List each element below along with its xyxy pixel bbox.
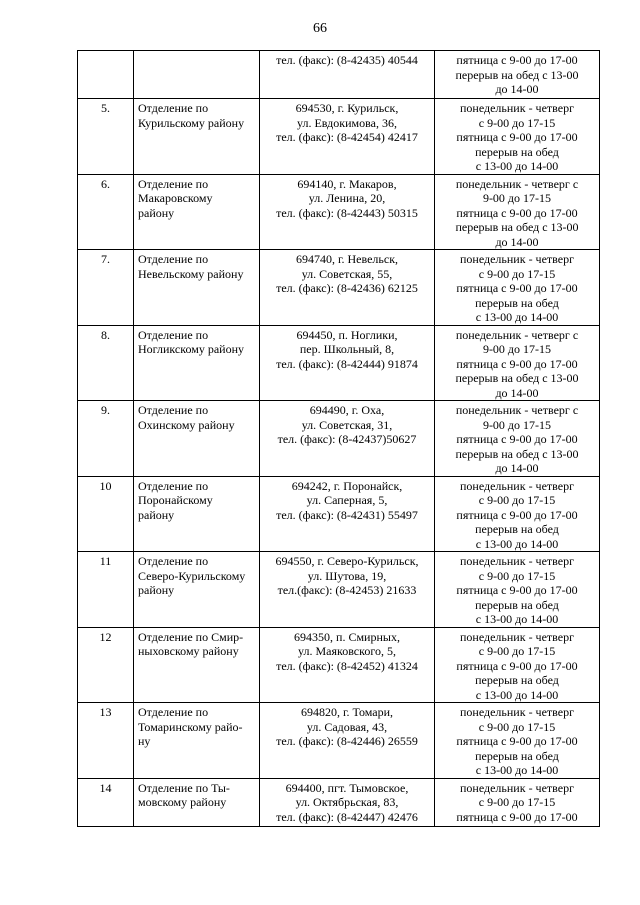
- office-hours-line: пятница с 9-00 до 17-00: [456, 734, 578, 748]
- office-hours-line: с 13-00 до 14-00: [475, 310, 559, 324]
- row-number-cell: 14: [78, 778, 134, 826]
- office-hours-line: пятница с 9-00 до 17-00: [456, 205, 578, 220]
- office-address-line: ул. Саперная, 5,: [306, 493, 388, 507]
- office-address-line: тел. (факс): (8-42447) 42476: [276, 809, 418, 824]
- row-number-cell: 13: [78, 703, 134, 779]
- office-hours-line: понедельник - четверг: [459, 780, 575, 795]
- office-name-cell: [134, 174, 260, 250]
- office-hours-line: перерыв на обед с 13-00: [455, 220, 579, 234]
- office-hours-line: перерыв на обед с 13-00: [455, 67, 579, 82]
- table-row: [78, 627, 600, 703]
- office-name-line: Отделение по Ты-: [138, 780, 230, 795]
- office-hours-line: пятница с 9-00 до 17-00: [456, 507, 578, 522]
- office-name-line: Отделение по Смир-: [138, 629, 244, 644]
- office-address-cell: [260, 51, 435, 99]
- office-hours-cell: [435, 325, 600, 401]
- office-name-line: району: [138, 583, 175, 597]
- office-name-line: Отделение по: [138, 176, 209, 191]
- office-address-cell: [260, 401, 435, 477]
- office-hours-line: перерыв на обед с 13-00: [455, 446, 579, 461]
- office-hours-cell: [435, 51, 600, 99]
- office-hours-cell: [435, 476, 600, 552]
- page-number: 66: [313, 21, 327, 36]
- table-row: [78, 325, 600, 401]
- office-address-line: пер. Школьный, 8,: [299, 342, 395, 356]
- office-name-cell: [134, 99, 260, 175]
- office-hours-line: пятница с 9-00 до 17-00: [456, 356, 578, 371]
- office-hours-line: с 9-00 до 17-15: [478, 115, 556, 130]
- office-hours-cell: [435, 703, 600, 779]
- table-row: [78, 250, 600, 326]
- office-address-cell: [260, 250, 435, 326]
- office-hours-line: понедельник - четверг: [459, 554, 575, 568]
- office-hours-line: понедельник - четверг: [459, 629, 575, 644]
- office-name-line: Охинскому району: [138, 417, 235, 432]
- office-hours-line: с 13-00 до 14-00: [475, 763, 559, 777]
- table-row: [78, 778, 600, 826]
- table-row: [78, 703, 600, 779]
- office-address-line: 694140, г. Макаров,: [297, 176, 397, 191]
- office-name-cell: [134, 476, 260, 552]
- office-hours-line: пятница с 9-00 до 17-00: [456, 432, 578, 446]
- office-name-line: Отделение по: [138, 554, 209, 568]
- office-address-line: ул. Садовая, 43,: [306, 719, 388, 734]
- row-number-cell: 5.: [78, 99, 134, 175]
- office-address-line: ул. Октябрьская, 83,: [295, 795, 399, 809]
- row-number-cell: 6.: [78, 174, 134, 250]
- office-hours-line: с 9-00 до 17-15: [478, 568, 556, 583]
- office-address-line: ул. Евдокимова, 36,: [297, 115, 397, 130]
- office-name-line: Отделение по: [138, 705, 209, 719]
- office-hours-line: 9-00 до 17-15: [482, 342, 552, 356]
- office-hours-line: с 9-00 до 17-15: [478, 493, 556, 507]
- office-address-line: ул. Маяковского, 5,: [298, 644, 396, 658]
- office-address-line: тел. (факс): (8-42431) 55497: [276, 507, 418, 522]
- office-name-line: Отделение по: [138, 327, 209, 342]
- office-name-line: Отделение по: [138, 478, 209, 493]
- office-name-line: Невельскому району: [138, 266, 244, 281]
- office-name-cell: [134, 401, 260, 477]
- office-address-line: 694490, г. Оха,: [309, 403, 385, 417]
- table-row: [78, 99, 600, 175]
- office-hours-line: с 9-00 до 17-15: [478, 266, 556, 281]
- row-number-cell: 10: [78, 476, 134, 552]
- office-address-cell: [260, 174, 435, 250]
- office-hours-line: с 13-00 до 14-00: [475, 159, 559, 173]
- office-hours-line: понедельник - четверг: [459, 478, 575, 493]
- table-row: [78, 476, 600, 552]
- office-hours-line: до 14-00: [495, 82, 539, 96]
- table-row: [78, 401, 600, 477]
- office-hours-cell: [435, 778, 600, 826]
- office-hours-line: 9-00 до 17-15: [482, 191, 552, 205]
- offices-schedule-table: [77, 50, 600, 827]
- office-hours-line: понедельник - четверг с: [455, 403, 579, 417]
- office-name-line: Отделение по: [138, 403, 209, 417]
- office-name-cell: [134, 627, 260, 703]
- office-hours-line: понедельник - четверг с: [455, 176, 579, 191]
- row-number-cell: 9.: [78, 401, 134, 477]
- office-hours-line: перерыв на обед с 13-00: [455, 371, 579, 385]
- office-address-line: ул. Ленина, 20,: [308, 191, 386, 205]
- office-hours-line: с 9-00 до 17-15: [478, 795, 556, 809]
- office-hours-line: перерыв на обед: [475, 748, 559, 763]
- office-address-line: тел. (факс): (8-42436) 62125: [276, 281, 418, 295]
- office-address-cell: [260, 476, 435, 552]
- office-address-line: ул. Советская, 55,: [301, 266, 393, 281]
- office-hours-cell: [435, 401, 600, 477]
- office-hours-line: перерыв на обед: [475, 144, 559, 159]
- office-name-cell: [134, 250, 260, 326]
- office-address-cell: [260, 552, 435, 628]
- office-hours-line: пятница с 9-00 до 17-00: [456, 53, 578, 67]
- office-name-line: району: [138, 205, 175, 220]
- office-hours-line: пятница с 9-00 до 17-00: [456, 583, 578, 597]
- office-address-line: 694450, п. Ноглики,: [296, 327, 398, 342]
- office-address-line: 694350, п. Смирных,: [294, 629, 400, 644]
- office-address-cell: [260, 778, 435, 826]
- table-row: [78, 174, 600, 250]
- office-hours-line: перерыв на обед: [475, 673, 559, 687]
- row-number-cell: 12: [78, 627, 134, 703]
- office-address-line: 694400, пгт. Тымовское,: [285, 780, 409, 795]
- table-body: [78, 51, 600, 827]
- office-address-line: 694550, г. Северо-Курильск,: [275, 554, 419, 568]
- office-name-line: ныховскому району: [138, 644, 239, 658]
- office-address-line: тел. (факс): (8-42444) 91874: [276, 356, 418, 371]
- office-address-line: 694242, г. Поронайск,: [291, 478, 403, 493]
- office-hours-cell: [435, 174, 600, 250]
- table-row: [78, 51, 600, 99]
- office-hours-line: до 14-00: [495, 385, 539, 400]
- row-number-cell: 11: [78, 552, 134, 628]
- office-name-cell: [134, 552, 260, 628]
- office-address-line: ул. Шутова, 19,: [307, 568, 387, 583]
- office-address-line: тел. (факс): (8-42446) 26559: [276, 734, 418, 748]
- office-address-line: тел. (факс): (8-42452) 41324: [276, 658, 418, 673]
- office-name-line: Отделение по: [138, 101, 209, 115]
- row-number-cell: 7.: [78, 250, 134, 326]
- office-address-cell: [260, 99, 435, 175]
- office-hours-line: пятница с 9-00 до 17-00: [456, 658, 578, 673]
- office-hours-line: с 13-00 до 14-00: [475, 612, 559, 626]
- office-hours-line: понедельник - четверг с: [455, 327, 579, 342]
- office-hours-line: до 14-00: [495, 461, 539, 475]
- office-hours-line: понедельник - четверг: [459, 705, 575, 719]
- office-name-line: Курильскому району: [138, 115, 245, 130]
- office-address-line: 694820, г. Томари,: [300, 705, 394, 719]
- office-hours-line: с 9-00 до 17-15: [478, 719, 556, 734]
- office-address-line: ул. Советская, 31,: [301, 417, 393, 432]
- office-name-line: Отделение по: [138, 252, 209, 266]
- office-hours-line: перерыв на обед: [475, 295, 559, 310]
- row-number-cell: 8.: [78, 325, 134, 401]
- office-name-cell: [134, 51, 260, 99]
- office-address-line: тел. (факс): (8-42443) 50315: [276, 205, 418, 220]
- office-hours-line: с 9-00 до 17-15: [478, 644, 556, 658]
- office-hours-cell: [435, 552, 600, 628]
- office-address-cell: [260, 703, 435, 779]
- office-address-line: тел. (факс): (8-42437)50627: [277, 432, 417, 446]
- office-address-line: тел. (факс): (8-42454) 42417: [276, 130, 418, 144]
- office-name-line: Северо-Курильскому: [138, 568, 246, 583]
- row-number-cell: [78, 51, 134, 99]
- office-hours-line: 9-00 до 17-15: [482, 417, 552, 432]
- office-hours-line: пятница с 9-00 до 17-00: [456, 281, 578, 295]
- office-name-line: Ногликскому району: [138, 342, 245, 356]
- office-hours-line: перерыв на обед: [475, 522, 559, 536]
- office-hours-cell: [435, 250, 600, 326]
- office-address-line: тел. (факс): (8-42435) 40544: [276, 53, 418, 67]
- office-name-line: Поронайскому: [138, 493, 213, 507]
- table-row: [78, 552, 600, 628]
- office-address-line: тел.(факс): (8-42453) 21633: [277, 583, 417, 597]
- office-hours-cell: [435, 627, 600, 703]
- office-address-cell: [260, 325, 435, 401]
- office-name-line: Томаринскому райо-: [138, 719, 243, 734]
- office-name-cell: [134, 703, 260, 779]
- office-name-cell: [134, 325, 260, 401]
- office-name-line: Макаровскому: [138, 191, 213, 205]
- office-hours-line: с 13-00 до 14-00: [475, 536, 559, 551]
- office-hours-line: понедельник - четверг: [459, 101, 575, 115]
- office-hours-cell: [435, 99, 600, 175]
- office-hours-line: понедельник - четверг: [459, 252, 575, 266]
- office-name-line: мовскому району: [138, 795, 227, 809]
- office-name-line: району: [138, 507, 175, 522]
- office-address-line: 694530, г. Курильск,: [295, 101, 399, 115]
- office-hours-line: с 13-00 до 14-00: [475, 687, 559, 702]
- office-address-line: 694740, г. Невельск,: [295, 252, 399, 266]
- office-hours-line: до 14-00: [495, 234, 539, 249]
- office-hours-line: пятница с 9-00 до 17-00: [456, 130, 578, 144]
- office-hours-line: пятница с 9-00 до 17-00: [456, 809, 578, 824]
- office-name-cell: [134, 778, 260, 826]
- office-address-cell: [260, 627, 435, 703]
- office-name-line: ну: [138, 734, 151, 748]
- office-hours-line: перерыв на обед: [475, 597, 559, 612]
